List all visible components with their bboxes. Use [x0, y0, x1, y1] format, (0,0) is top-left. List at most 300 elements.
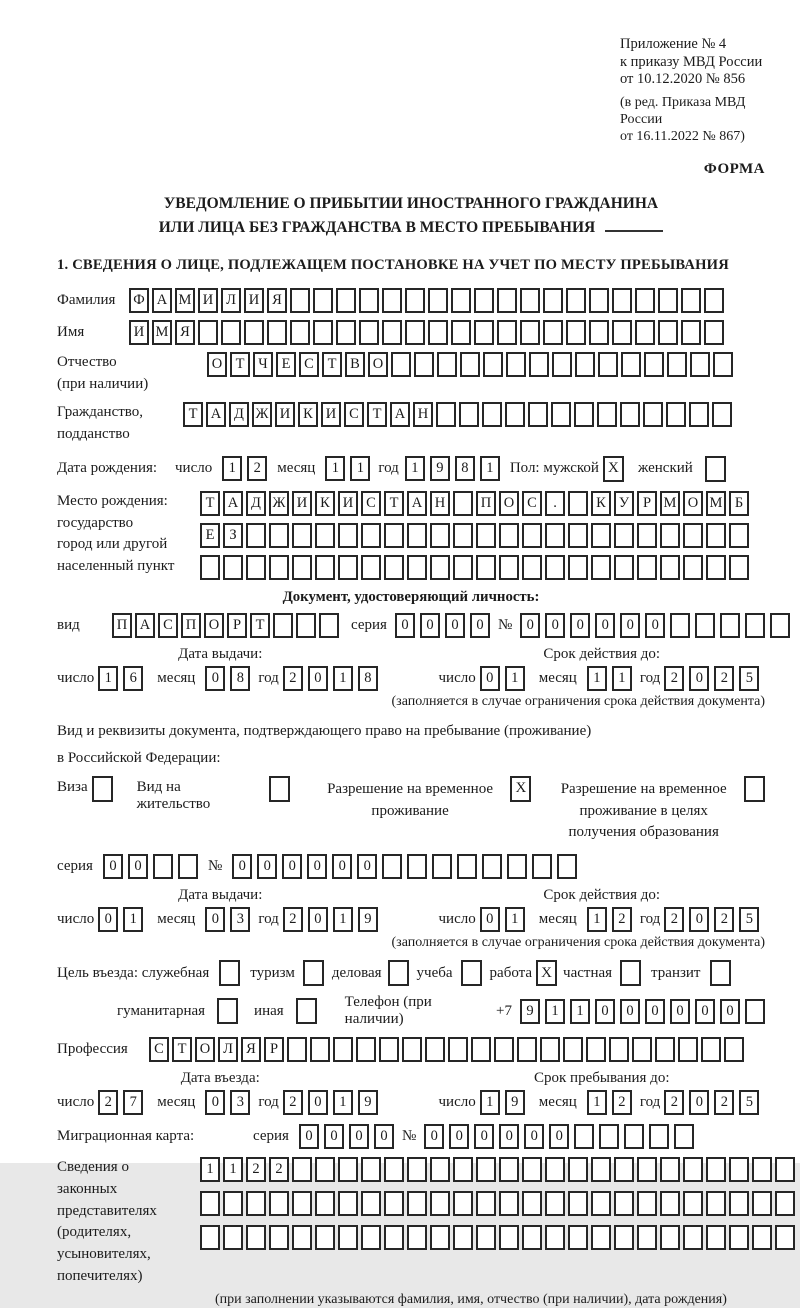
char-box[interactable]: [474, 320, 494, 345]
char-box[interactable]: [153, 854, 173, 879]
birth-place-input-row2[interactable]: [200, 523, 749, 548]
char-box[interactable]: [729, 523, 749, 548]
char-box[interactable]: [729, 1225, 749, 1250]
char-box[interactable]: 0: [499, 1124, 519, 1149]
char-box[interactable]: А: [390, 402, 410, 427]
char-box[interactable]: [336, 288, 356, 313]
res-issue-day-input[interactable]: [98, 907, 143, 932]
char-box[interactable]: [543, 288, 563, 313]
char-box[interactable]: 1: [405, 456, 425, 481]
char-box[interactable]: [545, 555, 565, 580]
char-box[interactable]: 0: [308, 907, 328, 932]
char-box[interactable]: 0: [480, 907, 500, 932]
char-box[interactable]: [499, 1225, 519, 1250]
char-box[interactable]: Д: [246, 491, 266, 516]
char-box[interactable]: [430, 1157, 450, 1182]
char-box[interactable]: [200, 555, 220, 580]
res-issue-month-input[interactable]: [205, 907, 250, 932]
char-box[interactable]: [269, 523, 289, 548]
purpose-business-checkbox[interactable]: [388, 960, 409, 986]
char-box[interactable]: [575, 352, 595, 377]
char-box[interactable]: [566, 320, 586, 345]
char-box[interactable]: [267, 320, 287, 345]
char-box[interactable]: [356, 1037, 376, 1062]
char-box[interactable]: [359, 288, 379, 313]
doc-number-input[interactable]: [520, 613, 790, 638]
char-box[interactable]: [568, 491, 588, 516]
char-box[interactable]: 1: [505, 907, 525, 932]
char-box[interactable]: [599, 1124, 619, 1149]
char-box[interactable]: 9: [358, 907, 378, 932]
char-box[interactable]: К: [315, 491, 335, 516]
char-box[interactable]: 0: [332, 854, 352, 879]
char-box[interactable]: [499, 1157, 519, 1182]
char-box[interactable]: [407, 1157, 427, 1182]
stay-day-input[interactable]: [480, 1090, 525, 1115]
id-valid-year-input[interactable]: [664, 666, 759, 691]
char-box[interactable]: А: [206, 402, 226, 427]
char-box[interactable]: [637, 1191, 657, 1216]
char-box[interactable]: Р: [227, 613, 247, 638]
char-box[interactable]: [269, 1191, 289, 1216]
char-box[interactable]: 0: [424, 1124, 444, 1149]
residence-permit-checkbox[interactable]: [269, 776, 290, 802]
char-box[interactable]: Л: [221, 288, 241, 313]
char-box[interactable]: [482, 402, 502, 427]
char-box[interactable]: [437, 352, 457, 377]
char-box[interactable]: 0: [470, 613, 490, 638]
char-box[interactable]: [338, 523, 358, 548]
char-box[interactable]: [597, 402, 617, 427]
char-box[interactable]: [704, 320, 724, 345]
char-box[interactable]: [494, 1037, 514, 1062]
char-box[interactable]: [612, 288, 632, 313]
char-box[interactable]: [683, 555, 703, 580]
char-box[interactable]: М: [152, 320, 172, 345]
char-box[interactable]: 2: [246, 1157, 266, 1182]
char-box[interactable]: [430, 1225, 450, 1250]
char-box[interactable]: [315, 1225, 335, 1250]
char-box[interactable]: [290, 320, 310, 345]
char-box[interactable]: [724, 1037, 744, 1062]
char-box[interactable]: [292, 1157, 312, 1182]
char-box[interactable]: О: [204, 613, 224, 638]
char-box[interactable]: [770, 613, 790, 638]
char-box[interactable]: [612, 320, 632, 345]
char-box[interactable]: [660, 555, 680, 580]
char-box[interactable]: Я: [175, 320, 195, 345]
char-box[interactable]: [706, 1191, 726, 1216]
char-box[interactable]: [683, 1225, 703, 1250]
char-box[interactable]: [313, 320, 333, 345]
char-box[interactable]: [624, 1124, 644, 1149]
char-box[interactable]: 0: [595, 999, 615, 1024]
char-box[interactable]: [292, 555, 312, 580]
char-box[interactable]: 0: [570, 613, 590, 638]
char-box[interactable]: 1: [505, 666, 525, 691]
id-valid-month-input[interactable]: [587, 666, 632, 691]
char-box[interactable]: [568, 1225, 588, 1250]
char-box[interactable]: [453, 1191, 473, 1216]
char-box[interactable]: [382, 288, 402, 313]
char-box[interactable]: [361, 555, 381, 580]
char-box[interactable]: [637, 1225, 657, 1250]
char-box[interactable]: 0: [480, 666, 500, 691]
char-box[interactable]: [497, 288, 517, 313]
char-box[interactable]: [591, 1157, 611, 1182]
char-box[interactable]: [313, 288, 333, 313]
birth-place-input-row3[interactable]: [200, 555, 749, 580]
char-box[interactable]: И: [275, 402, 295, 427]
char-box[interactable]: [574, 1124, 594, 1149]
char-box[interactable]: 9: [358, 1090, 378, 1115]
char-box[interactable]: 0: [324, 1124, 344, 1149]
char-box[interactable]: [506, 352, 526, 377]
char-box[interactable]: 0: [98, 907, 118, 932]
char-box[interactable]: [453, 555, 473, 580]
char-box[interactable]: Т: [322, 352, 342, 377]
char-box[interactable]: [720, 613, 740, 638]
char-box[interactable]: Т: [183, 402, 203, 427]
char-box[interactable]: 3: [230, 1090, 250, 1115]
char-box[interactable]: [683, 1157, 703, 1182]
char-box[interactable]: [529, 352, 549, 377]
char-box[interactable]: [296, 613, 316, 638]
char-box[interactable]: 2: [664, 666, 684, 691]
char-box[interactable]: 0: [395, 613, 415, 638]
char-box[interactable]: 2: [247, 456, 267, 481]
char-box[interactable]: [483, 352, 503, 377]
char-box[interactable]: Б: [729, 491, 749, 516]
char-box[interactable]: 0: [689, 907, 709, 932]
char-box[interactable]: 1: [350, 456, 370, 481]
char-box[interactable]: 0: [357, 854, 377, 879]
id-issue-year-input[interactable]: [283, 666, 378, 691]
char-box[interactable]: С: [158, 613, 178, 638]
char-box[interactable]: [706, 1225, 726, 1250]
char-box[interactable]: Я: [241, 1037, 261, 1062]
char-box[interactable]: 6: [123, 666, 143, 691]
char-box[interactable]: 2: [714, 1090, 734, 1115]
char-box[interactable]: [557, 854, 577, 879]
char-box[interactable]: [568, 1191, 588, 1216]
birth-place-input-row1[interactable]: [200, 491, 749, 516]
char-box[interactable]: [382, 854, 402, 879]
purpose-other-checkbox[interactable]: [296, 998, 317, 1024]
char-box[interactable]: [459, 402, 479, 427]
char-box[interactable]: [379, 1037, 399, 1062]
char-box[interactable]: [678, 1037, 698, 1062]
char-box[interactable]: [658, 320, 678, 345]
char-box[interactable]: Н: [413, 402, 433, 427]
char-box[interactable]: [315, 523, 335, 548]
char-box[interactable]: [432, 854, 452, 879]
char-box[interactable]: [701, 1037, 721, 1062]
char-box[interactable]: [674, 1124, 694, 1149]
char-box[interactable]: Р: [264, 1037, 284, 1062]
char-box[interactable]: [361, 523, 381, 548]
char-box[interactable]: [775, 1191, 795, 1216]
char-box[interactable]: 2: [714, 666, 734, 691]
char-box[interactable]: 8: [230, 666, 250, 691]
char-box[interactable]: 0: [449, 1124, 469, 1149]
char-box[interactable]: 0: [420, 613, 440, 638]
char-box[interactable]: 0: [445, 613, 465, 638]
char-box[interactable]: [414, 352, 434, 377]
char-box[interactable]: [681, 320, 701, 345]
id-issue-month-input[interactable]: [205, 666, 250, 691]
char-box[interactable]: [407, 555, 427, 580]
char-box[interactable]: 2: [612, 907, 632, 932]
char-box[interactable]: 1: [200, 1157, 220, 1182]
char-box[interactable]: [287, 1037, 307, 1062]
char-box[interactable]: [551, 402, 571, 427]
mig-card-series-input[interactable]: [299, 1124, 394, 1149]
char-box[interactable]: [407, 523, 427, 548]
char-box[interactable]: 0: [595, 613, 615, 638]
char-box[interactable]: [609, 1037, 629, 1062]
stay-year-input[interactable]: [664, 1090, 759, 1115]
char-box[interactable]: [269, 555, 289, 580]
char-box[interactable]: Л: [218, 1037, 238, 1062]
char-box[interactable]: [589, 288, 609, 313]
char-box[interactable]: [507, 854, 527, 879]
char-box[interactable]: Ж: [269, 491, 289, 516]
char-box[interactable]: [729, 1191, 749, 1216]
char-box[interactable]: 9: [520, 999, 540, 1024]
char-box[interactable]: 2: [664, 1090, 684, 1115]
char-box[interactable]: [745, 999, 765, 1024]
char-box[interactable]: [621, 352, 641, 377]
char-box[interactable]: [336, 320, 356, 345]
char-box[interactable]: [476, 1191, 496, 1216]
char-box[interactable]: [543, 320, 563, 345]
char-box[interactable]: [361, 1191, 381, 1216]
char-box[interactable]: [460, 352, 480, 377]
char-box[interactable]: [292, 1191, 312, 1216]
char-box[interactable]: С: [361, 491, 381, 516]
char-box[interactable]: [315, 1157, 335, 1182]
char-box[interactable]: С: [522, 491, 542, 516]
char-box[interactable]: [246, 523, 266, 548]
char-box[interactable]: [517, 1037, 537, 1062]
char-box[interactable]: Ж: [252, 402, 272, 427]
char-box[interactable]: 1: [98, 666, 118, 691]
char-box[interactable]: [660, 1225, 680, 1250]
char-box[interactable]: 0: [645, 613, 665, 638]
purpose-official-checkbox[interactable]: [219, 960, 240, 986]
purpose-tourism-checkbox[interactable]: [303, 960, 324, 986]
representatives-input-row1[interactable]: [200, 1157, 795, 1182]
char-box[interactable]: [614, 555, 634, 580]
char-box[interactable]: К: [591, 491, 611, 516]
char-box[interactable]: [430, 523, 450, 548]
entry-month-input[interactable]: [205, 1090, 250, 1115]
char-box[interactable]: [614, 1225, 634, 1250]
char-box[interactable]: 0: [645, 999, 665, 1024]
surname-input[interactable]: [129, 288, 724, 313]
char-box[interactable]: [290, 288, 310, 313]
char-box[interactable]: 2: [612, 1090, 632, 1115]
temp-residence-edu-checkbox[interactable]: [744, 776, 765, 802]
char-box[interactable]: М: [706, 491, 726, 516]
char-box[interactable]: [522, 555, 542, 580]
stay-month-input[interactable]: [587, 1090, 632, 1115]
char-box[interactable]: [683, 523, 703, 548]
char-box[interactable]: И: [338, 491, 358, 516]
char-box[interactable]: [775, 1225, 795, 1250]
char-box[interactable]: 5: [739, 1090, 759, 1115]
char-box[interactable]: [382, 320, 402, 345]
char-box[interactable]: Т: [230, 352, 250, 377]
char-box[interactable]: [591, 523, 611, 548]
char-box[interactable]: 0: [103, 854, 123, 879]
char-box[interactable]: [666, 402, 686, 427]
char-box[interactable]: [246, 555, 266, 580]
char-box[interactable]: [545, 1157, 565, 1182]
char-box[interactable]: 0: [374, 1124, 394, 1149]
char-box[interactable]: [497, 320, 517, 345]
entry-year-input[interactable]: [283, 1090, 378, 1115]
char-box[interactable]: [660, 1191, 680, 1216]
char-box[interactable]: [568, 523, 588, 548]
char-box[interactable]: 8: [455, 456, 475, 481]
char-box[interactable]: 0: [205, 1090, 225, 1115]
male-checkbox[interactable]: X: [603, 456, 624, 482]
char-box[interactable]: [453, 523, 473, 548]
char-box[interactable]: Я: [267, 288, 287, 313]
temp-residence-checkbox[interactable]: X: [510, 776, 531, 802]
char-box[interactable]: [637, 1157, 657, 1182]
char-box[interactable]: [655, 1037, 675, 1062]
res-doc-number-input[interactable]: [232, 854, 577, 879]
char-box[interactable]: [244, 320, 264, 345]
char-box[interactable]: [482, 854, 502, 879]
doc-type-input[interactable]: [112, 613, 339, 638]
char-box[interactable]: М: [660, 491, 680, 516]
char-box[interactable]: [269, 1225, 289, 1250]
char-box[interactable]: [591, 1225, 611, 1250]
char-box[interactable]: [620, 402, 640, 427]
char-box[interactable]: [706, 555, 726, 580]
char-box[interactable]: [359, 320, 379, 345]
char-box[interactable]: [660, 1157, 680, 1182]
char-box[interactable]: 1: [570, 999, 590, 1024]
char-box[interactable]: 1: [612, 666, 632, 691]
char-box[interactable]: [649, 1124, 669, 1149]
char-box[interactable]: [223, 555, 243, 580]
char-box[interactable]: [405, 320, 425, 345]
char-box[interactable]: 0: [689, 666, 709, 691]
purpose-transit-checkbox[interactable]: [710, 960, 731, 986]
char-box[interactable]: [586, 1037, 606, 1062]
char-box[interactable]: [453, 491, 473, 516]
char-box[interactable]: 5: [739, 907, 759, 932]
char-box[interactable]: [637, 523, 657, 548]
char-box[interactable]: [643, 402, 663, 427]
representatives-input-row3[interactable]: [200, 1225, 795, 1250]
char-box[interactable]: [695, 613, 715, 638]
char-box[interactable]: [451, 288, 471, 313]
char-box[interactable]: [384, 1191, 404, 1216]
char-box[interactable]: 1: [333, 666, 353, 691]
char-box[interactable]: [407, 854, 427, 879]
char-box[interactable]: [545, 523, 565, 548]
char-box[interactable]: [273, 613, 293, 638]
char-box[interactable]: П: [476, 491, 496, 516]
char-box[interactable]: 1: [587, 1090, 607, 1115]
char-box[interactable]: [658, 288, 678, 313]
char-box[interactable]: 0: [308, 666, 328, 691]
char-box[interactable]: [545, 1225, 565, 1250]
char-box[interactable]: К: [298, 402, 318, 427]
char-box[interactable]: 0: [474, 1124, 494, 1149]
char-box[interactable]: [425, 1037, 445, 1062]
char-box[interactable]: 0: [689, 1090, 709, 1115]
char-box[interactable]: 0: [620, 999, 640, 1024]
char-box[interactable]: [453, 1157, 473, 1182]
char-box[interactable]: Т: [200, 491, 220, 516]
char-box[interactable]: И: [198, 288, 218, 313]
char-box[interactable]: С: [149, 1037, 169, 1062]
res-issue-year-input[interactable]: [283, 907, 378, 932]
purpose-work-checkbox[interactable]: X: [536, 960, 557, 986]
char-box[interactable]: [670, 613, 690, 638]
char-box[interactable]: [223, 1191, 243, 1216]
char-box[interactable]: [568, 1157, 588, 1182]
char-box[interactable]: 1: [333, 1090, 353, 1115]
char-box[interactable]: А: [152, 288, 172, 313]
char-box[interactable]: [522, 523, 542, 548]
char-box[interactable]: П: [112, 613, 132, 638]
char-box[interactable]: 2: [269, 1157, 289, 1182]
char-box[interactable]: [333, 1037, 353, 1062]
char-box[interactable]: Т: [384, 491, 404, 516]
char-box[interactable]: Т: [367, 402, 387, 427]
char-box[interactable]: [706, 1157, 726, 1182]
char-box[interactable]: М: [175, 288, 195, 313]
char-box[interactable]: 3: [230, 907, 250, 932]
char-box[interactable]: [405, 288, 425, 313]
char-box[interactable]: [310, 1037, 330, 1062]
purpose-study-checkbox[interactable]: [461, 960, 482, 986]
char-box[interactable]: [528, 402, 548, 427]
char-box[interactable]: Ф: [129, 288, 149, 313]
char-box[interactable]: [729, 555, 749, 580]
char-box[interactable]: [713, 352, 733, 377]
char-box[interactable]: 0: [695, 999, 715, 1024]
char-box[interactable]: Д: [229, 402, 249, 427]
char-box[interactable]: [591, 555, 611, 580]
char-box[interactable]: А: [407, 491, 427, 516]
char-box[interactable]: 1: [480, 456, 500, 481]
char-box[interactable]: 1: [480, 1090, 500, 1115]
mig-card-number-input[interactable]: [424, 1124, 694, 1149]
char-box[interactable]: [457, 854, 477, 879]
char-box[interactable]: 1: [587, 666, 607, 691]
char-box[interactable]: 0: [524, 1124, 544, 1149]
char-box[interactable]: 1: [223, 1157, 243, 1182]
char-box[interactable]: [499, 1191, 519, 1216]
char-box[interactable]: 0: [549, 1124, 569, 1149]
char-box[interactable]: [522, 1191, 542, 1216]
char-box[interactable]: О: [499, 491, 519, 516]
char-box[interactable]: [681, 288, 701, 313]
char-box[interactable]: [745, 613, 765, 638]
char-box[interactable]: [614, 523, 634, 548]
char-box[interactable]: [338, 1225, 358, 1250]
char-box[interactable]: [729, 1157, 749, 1182]
